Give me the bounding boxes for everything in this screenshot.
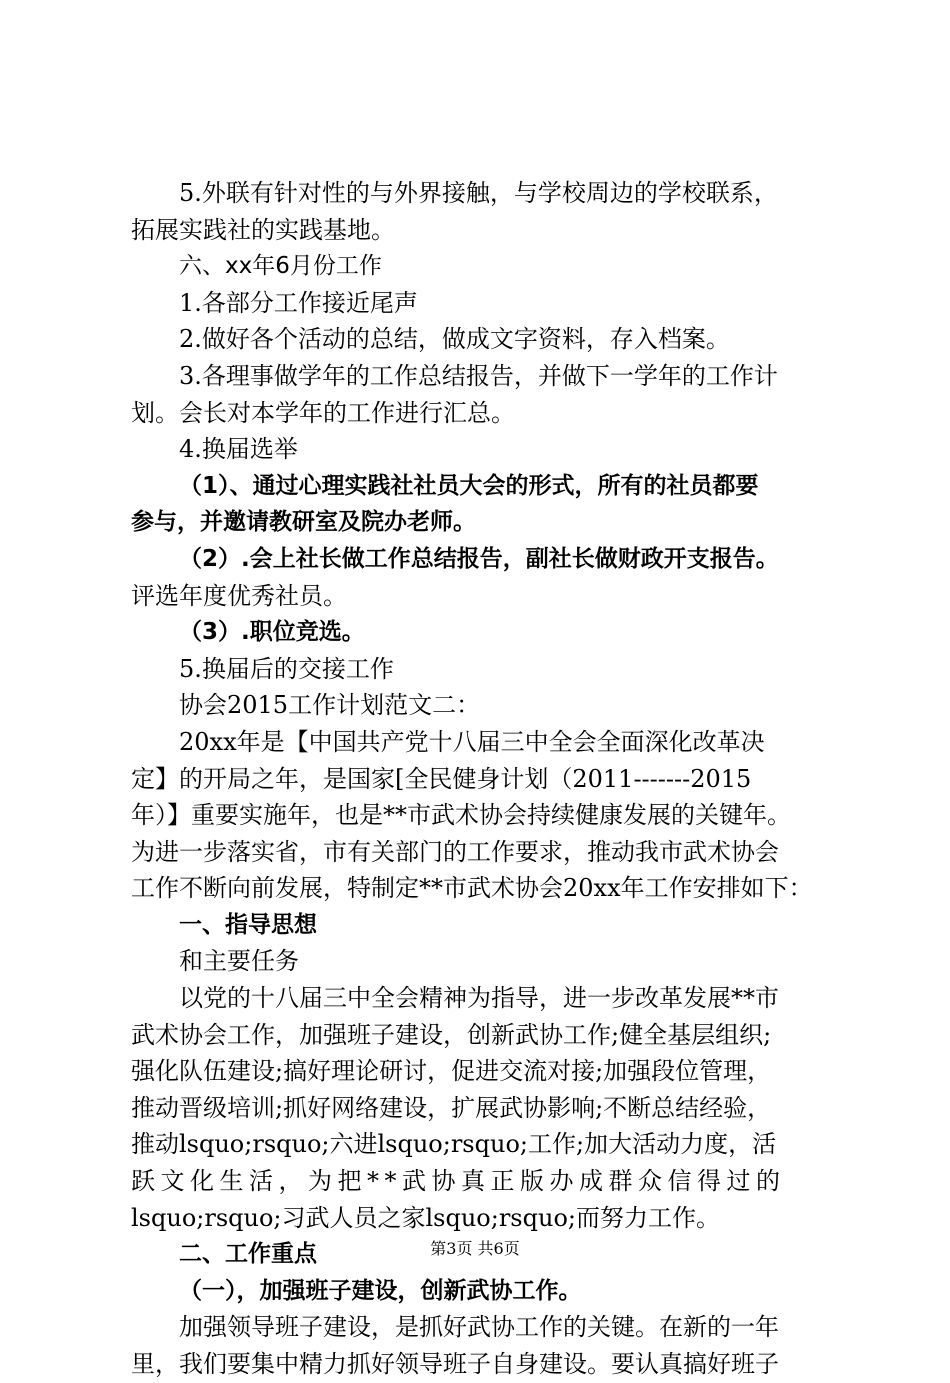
paragraph-line: lsquo;rsquo;习武人员之家lsquo;rsquo;而努力工作。 <box>131 1203 720 1232</box>
page-footer: 第3页 共6页 <box>430 1239 520 1258</box>
paragraph-line: （2）.会上社长做工作总结报告，副社长做财政开支报告。 <box>179 545 779 572</box>
paragraph-line: 参与，并邀请教研室及院办老师。 <box>131 509 476 536</box>
paragraph-line: 为进一步落实省，市有关部门的工作要求，推动我市武术协会 <box>131 837 779 866</box>
paragraph-line: 年）】重要实施年，也是**市武术协会持续健康发展的关键年。 <box>131 801 791 830</box>
document-body <box>131 175 831 1383</box>
paragraph-line: 跃文化生活，为把**武协真正版办成群众信得过的 <box>131 1167 786 1196</box>
paragraph-line: 工作不断向前发展，特制定**市武术协会20xx年工作安排如下： <box>131 874 813 903</box>
paragraph-line: 和主要任务 <box>179 947 299 976</box>
paragraph-line: 强化队伍建设;搞好理论研讨，促进交流对接;加强段位管理， <box>131 1057 772 1086</box>
paragraph-line: 加强领导班子建设，是抓好武协工作的关键。在新的一年 <box>179 1313 779 1342</box>
paragraph-line: 1.各部分工作接近尾声 <box>179 288 418 317</box>
paragraph-line: 20xx年是【中国共产党十八届三中全会全面深化改革决 <box>179 727 765 756</box>
paragraph-line: 2.做好各个活动的总结，做成文字资料，存入档案。 <box>179 325 730 354</box>
paragraph-line: 拓展实践社的实践基地。 <box>131 215 395 244</box>
paragraph-line: 5.外联有针对性的与外界接触，与学校周边的学校联系， <box>179 179 778 207</box>
section-heading: 六、xx年6月份工作 <box>179 253 382 280</box>
paragraph-line: 3.各理事做学年的工作总结报告，并做下一学年的工作计 <box>179 361 778 390</box>
paragraph-line: 评选年度优秀社员。 <box>131 581 347 610</box>
paragraph-line: 以党的十八届三中全会精神为指导，进一步改革发展**市 <box>179 984 779 1013</box>
paragraph-line: （3）.职位竞选。 <box>179 619 365 646</box>
paragraph-line: 定】的开局之年，是国家[全民健身计划（2011-------2015 <box>131 764 752 793</box>
paragraph-line: 5.换届后的交接工作 <box>179 654 394 683</box>
paragraph-line: 4.换届选举 <box>179 435 298 464</box>
paragraph-line: 协会2015工作计划范文二： <box>179 691 481 720</box>
paragraph-line: （1）、通过心理实践社社员大会的形式，所有的社员都要 <box>179 472 759 499</box>
section-heading: 二、工作重点 <box>179 1241 317 1268</box>
paragraph-line: 推动晋级培训;抓好网络建设，扩展武协影响;不断总结经验， <box>131 1093 772 1122</box>
subsection-heading: （一），加强班子建设，创新武协工作。 <box>179 1277 582 1304</box>
paragraph-line: 推动lsquo;rsquo;六进lsquo;rsquo;工作;加大活动力度，活 <box>131 1130 777 1159</box>
paragraph-line: 划。会长对本学年的工作进行汇总。 <box>131 398 515 427</box>
paragraph-line: 里，我们要集中精力抓好领导班子自身建设。要认真搞好班子 <box>131 1350 779 1378</box>
section-heading: 一、指导思想 <box>179 911 317 938</box>
paragraph-line: 武术协会工作，加强班子建设，创新武协工作;健全基层组织; <box>131 1020 772 1049</box>
